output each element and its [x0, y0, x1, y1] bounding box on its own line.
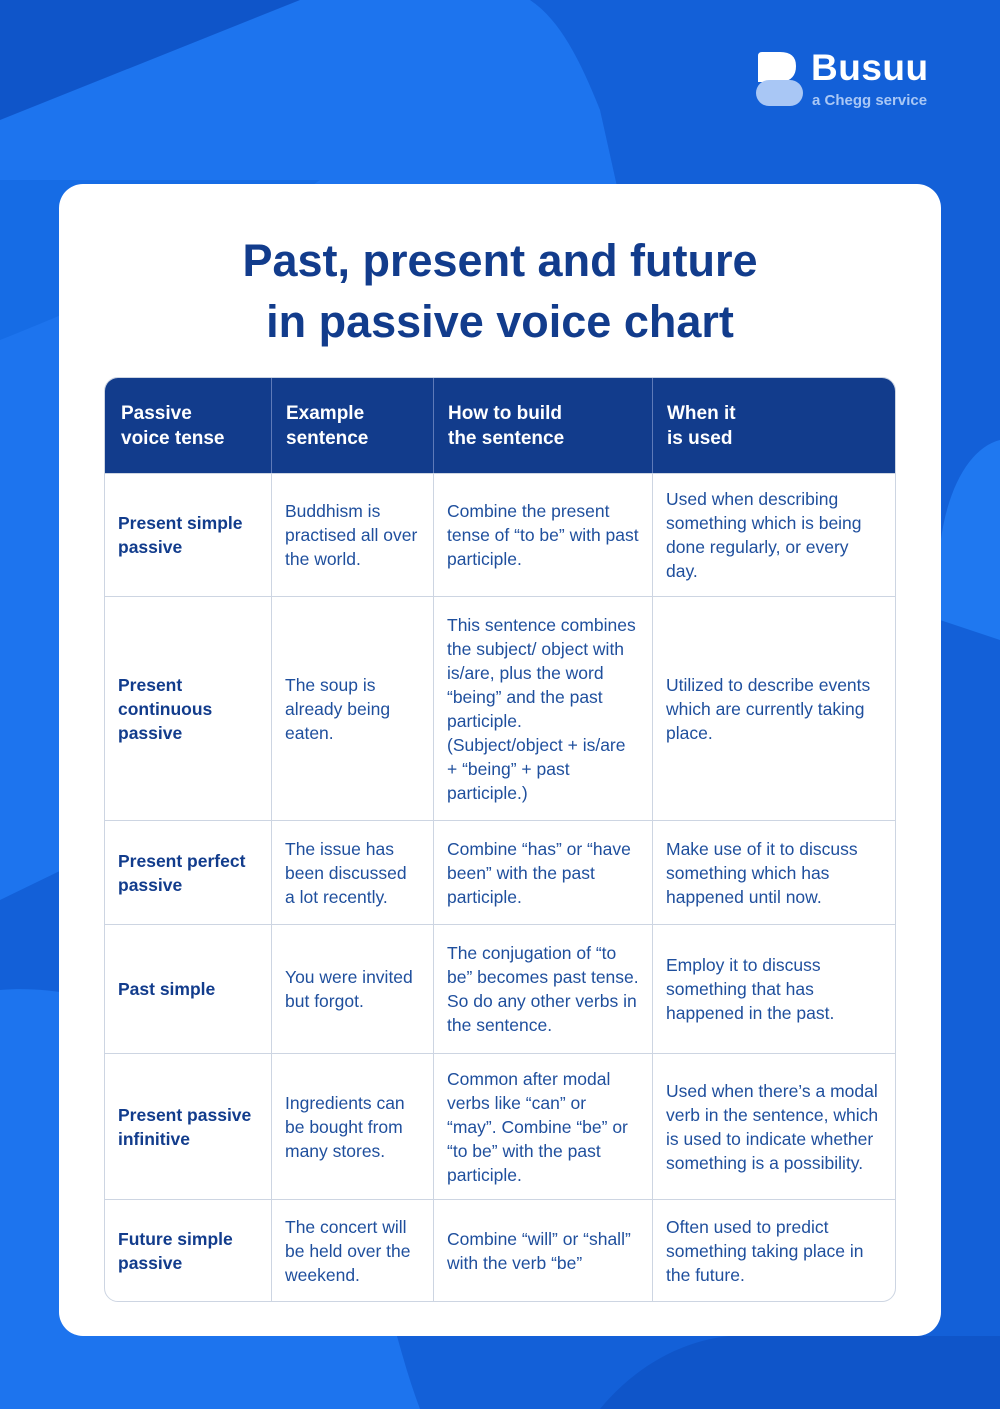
example-cell: The issue has been discussed a lot recently. [271, 821, 433, 924]
example-cell: You were invited but forgot. [271, 925, 433, 1053]
example-cell: Ingredients can be bought from many stores. [271, 1054, 433, 1199]
how-cell: Common after modal verbs like “can” or “may”. Combine “be” or “to be” with the past participle. [433, 1054, 652, 1199]
table-row [105, 1053, 895, 1199]
when-cell: Used when describing something which is being done regularly, or every day. [652, 474, 895, 596]
tense-cell: Past simple [118, 979, 216, 999]
when-cell: Used when there’s a modal verb in the sentence, which is used to indicate whether something is a possibility. [652, 1054, 895, 1199]
tense-cell: Present simple passive [118, 513, 243, 557]
tense-cell: Future simple passive [118, 1228, 233, 1273]
table-row [105, 596, 895, 820]
how-cell: Combine “has” or “have been” with the past participle. [433, 821, 652, 924]
when-cell: Make use of it to discuss something which has happened until now. [652, 821, 895, 924]
header-when-used: When it is used [652, 378, 895, 473]
example-cell: Buddhism is practised all over the world. [271, 474, 433, 596]
brand-name: Busuu [811, 47, 929, 88]
table-row [105, 1199, 895, 1301]
example-cell: The concert will be held over the weekend. [271, 1200, 433, 1301]
when-cell: Utilized to describe events which are currently taking place. [652, 597, 895, 820]
how-cell: Combine “will” or “shall” with the verb “be” [433, 1200, 652, 1301]
tense-cell: Present continuous passive [118, 674, 213, 743]
page-title-line-2: in passive voice chart [266, 296, 734, 347]
page-title-line-1: Past, present and future [242, 235, 758, 286]
how-cell: This sentence combines the subject/ object with is/are, plus the word “being” and the past participle. (Subject/object + is/are + “being” + past participle.) [433, 597, 652, 820]
table-row [105, 473, 895, 596]
table-row [105, 820, 895, 924]
passive-voice-table [104, 377, 896, 1302]
header-how-to-build: How to build the sentence [433, 378, 652, 473]
busuu-logo-mark-icon [756, 52, 804, 108]
header-passive-voice-tense: Passive voice tense [121, 402, 225, 449]
table-row [105, 924, 895, 1053]
table-header [105, 378, 895, 473]
busuu-logo [756, 47, 956, 120]
example-cell: The soup is already being eaten. [271, 597, 433, 820]
when-cell: Employ it to discuss something that has happened in the past. [652, 925, 895, 1053]
content-card [59, 184, 941, 1336]
how-cell: Combine the present tense of “to be” with past participle. [433, 474, 652, 596]
brand-tagline: a Chegg service [812, 92, 928, 109]
header-example-sentence: Example sentence [271, 378, 433, 473]
how-cell: The conjugation of “to be” becomes past tense. So do any other verbs in the sentence. [433, 925, 652, 1053]
tense-cell: Present passive infinitive [118, 1104, 252, 1149]
tense-cell: Present perfect passive [118, 850, 246, 895]
page-title [59, 230, 941, 352]
when-cell: Often used to predict something taking place in the future. [652, 1200, 895, 1301]
